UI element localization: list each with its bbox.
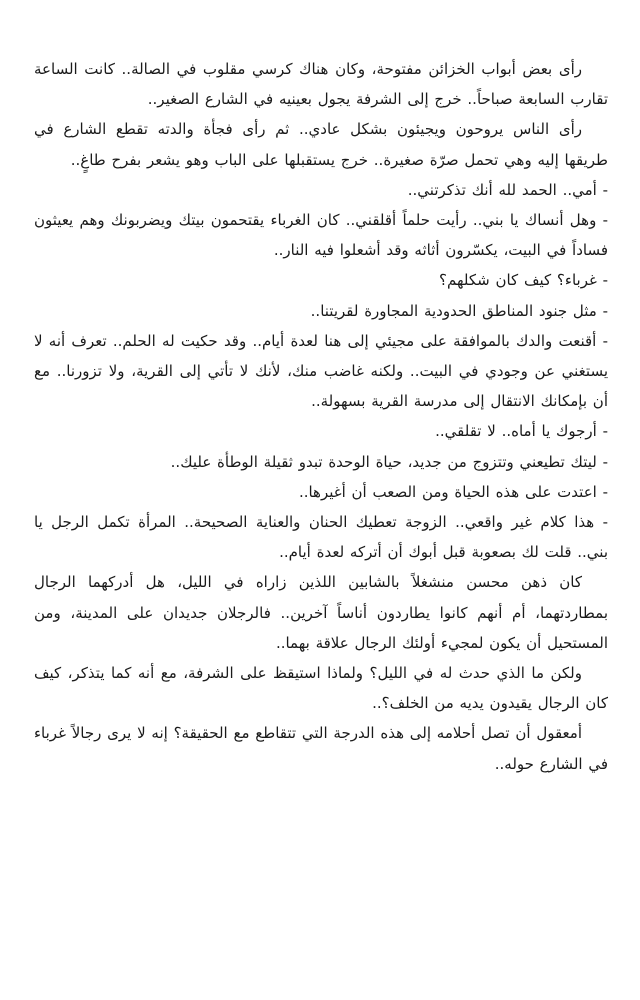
dialogue-line: - أمي.. الحمد لله أنك تذكرتني..: [407, 180, 608, 199]
narration-paragraph: أمعقول أن تصل أحلامه إلى هذه الدرجة التي تتقاطع مع الحقيقة؟ إنه لا يرى رجالاً غرباء في الشارع حوله..: [34, 724, 608, 773]
narration-paragraph: ولكن ما الذي حدث له في الليل؟ ولماذا استيقظ على الشرفة، مع أنه كما يتذكر، كيف كان الرجال يقيدون يديه من الخلف؟..: [34, 664, 608, 713]
narration-paragraph: رأى بعض أبواب الخزائن مفتوحة، وكان هناك كرسي مقلوب في الصالة.. كانت الساعة تقارب السابعة صباحاً.. خرج إلى الشرفة يجول بعينيه في الشارع الصغير..: [34, 60, 608, 109]
dialogue-line: - أقنعت والدك بالموافقة على مجيئي إلى هنا لعدة أيام.. وقد حكيت له الحلم.. تعرف أنه لا يستغني عن وجودي في البيت.. ولكنه غاضب منك، لأنك لا تأتي إلى القرية، ولا تزورنا.. مع أن بإمكانك الانتقال إلى مدرسة القرية بسهولة..: [34, 331, 608, 411]
narration-paragraph: رأى الناس يروحون ويجيئون بشكل عادي.. ثم رأى فجأة والدته تقطع الشارع في طريقها إليه وهي تحمل صرّة صغيرة.. خرج يستقبلها على الباب وهو يشعر بفرح طاغٍ..: [34, 120, 608, 169]
dialogue-line: - غرباء؟ كيف كان شكلهم؟: [439, 271, 608, 290]
dialogue-line: - مثل جنود المناطق الحدودية المجاورة لقريتنا..: [310, 301, 608, 320]
dialogue-line: - أرجوك يا أماه.. لا تقلقي..: [435, 422, 608, 441]
dialogue-line: - وهل أنساك يا بني.. رأيت حلماً أقلقني.. كان الغرباء يقتحمون بيتك ويضربونك وهم يعيثون فساداً في البيت، يكسّرون أثاثه وقد أشعلوا فيه النار..: [34, 211, 608, 260]
dialogue-line: - هذا كلام غير واقعي.. الزوجة تعطيك الحنان والعناية الصحيحة.. المرأة تكمل الرجل يا بني.. قلت لك بصعوبة قبل أبوك أن أتركه لعدة أيام..: [34, 513, 608, 562]
dialogue-line: - اعتدت على هذه الحياة ومن الصعب أن أغيرها..: [298, 482, 608, 501]
dialogue-line: - ليتك تطيعني وتتزوج من جديد، حياة الوحدة تبدو ثقيلة الوطأة عليك..: [170, 452, 608, 471]
narration-paragraph: كان ذهن محسن منشغلاً بالشابين اللذين زاراه في الليل، هل أدركهما الرجال بمطاردتهما، أم أنهم كانوا يطاردون أناساً آخرين.. فالرجلان جديدان على المدينة، ومن المستحيل أن يكون لمجيء أولئك الرجال علاقة بهما..: [34, 573, 608, 652]
